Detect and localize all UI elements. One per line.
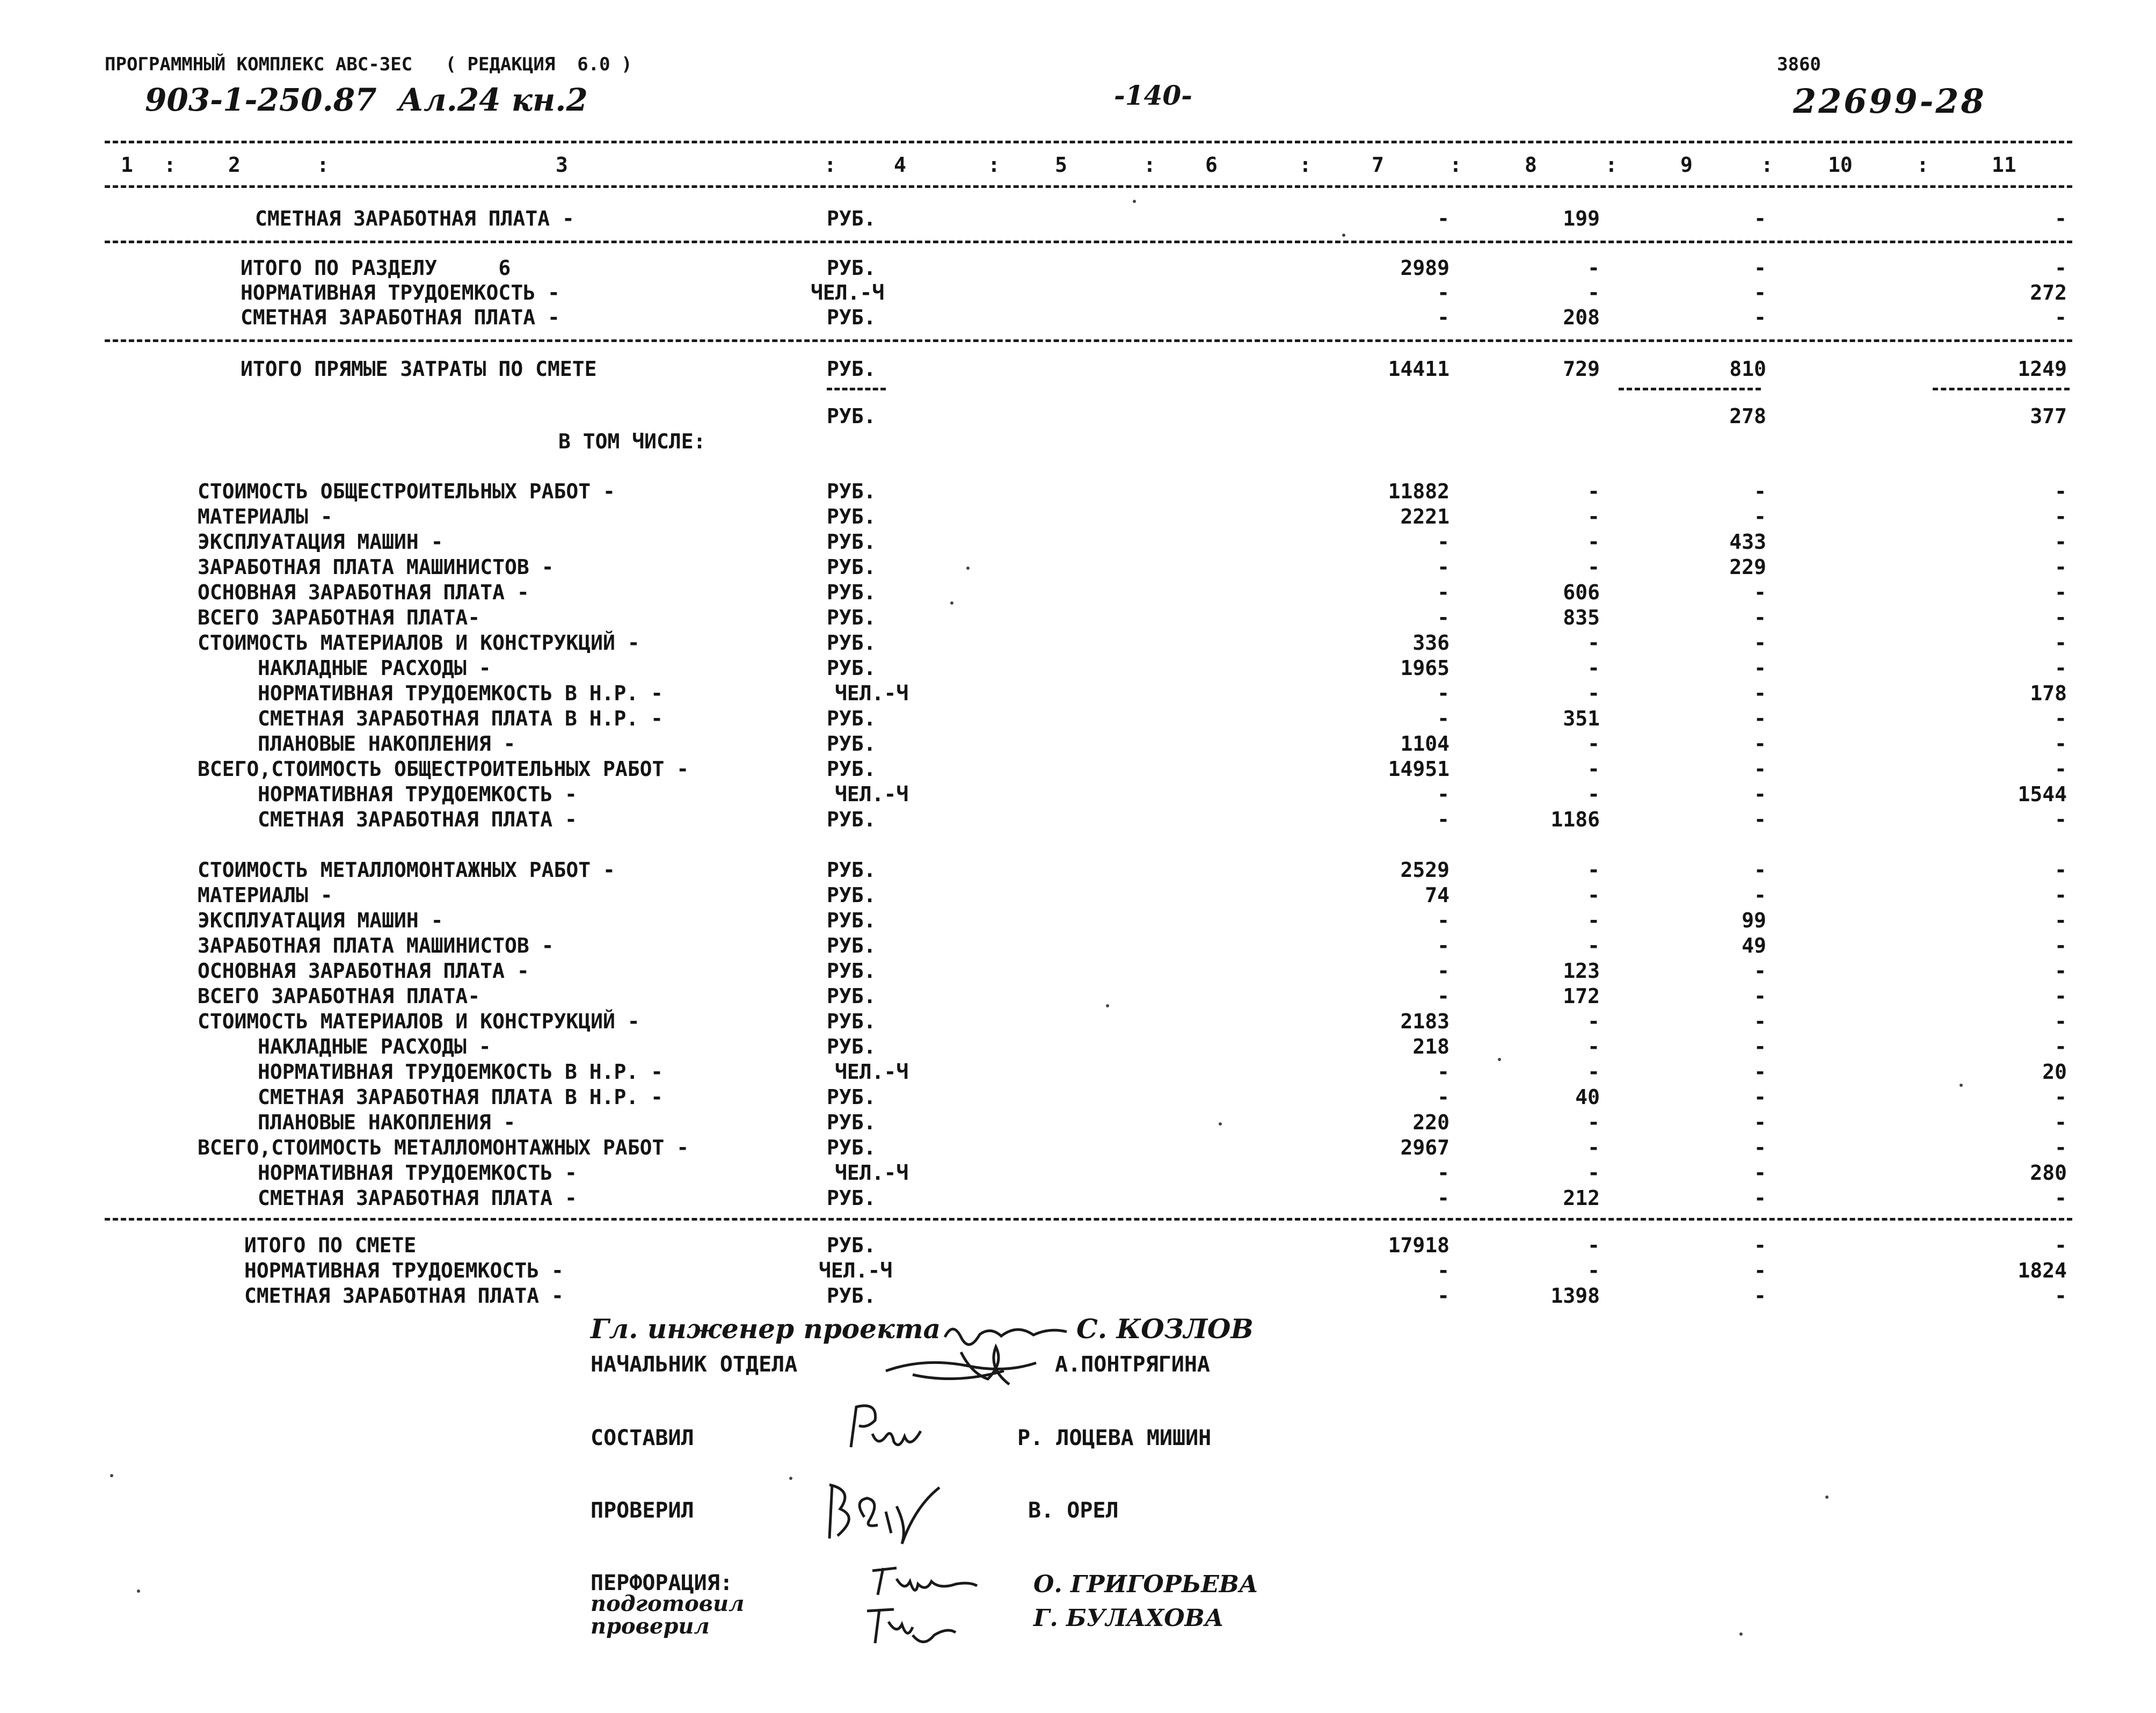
scan-speck: [137, 1589, 140, 1593]
table-row: ВСЕГО ЗАРАБОТНАЯ ПЛАТА- РУБ. - 172 - -: [198, 984, 2067, 1008]
perforation-prepared-name: О. ГРИГОРЬЕВА: [1033, 1571, 1258, 1598]
checked-signature: [816, 1474, 956, 1549]
column-number: 4: [894, 153, 906, 177]
scan-speck: [1498, 1058, 1501, 1061]
section-rule: [105, 339, 2072, 342]
table-row: ЗАРАБОТНАЯ ПЛАТА МАШИНИСТОВ - РУБ. - - 229 -: [198, 555, 2067, 579]
table-row: ПЛАНОВЫЕ НАКОПЛЕНИЯ - РУБ. 1104 - - -: [258, 732, 2067, 756]
table-row: НОРМАТИВНАЯ ТРУДОЕМКОСТЬ - ЧЕЛ.-Ч - - - 280: [258, 1161, 2067, 1185]
column-separators: :: [164, 153, 176, 177]
table-row: ОСНОВНАЯ ЗАРАБОТНАЯ ПЛАТА - РУБ. - 606 - -: [198, 580, 2067, 604]
perforation-prepared-signature: [864, 1560, 982, 1603]
table-row: СТОИМОСТЬ МЕТАЛЛОМОНТАЖНЫХ РАБОТ - РУБ. 2529 - - -: [198, 858, 2067, 882]
subtotal-rule: [1933, 388, 2070, 390]
column-separators: :: [1761, 153, 1773, 177]
chief-engineer-name: С. КОЗЛОВ: [1076, 1313, 1254, 1345]
table-row: НОРМАТИВНАЯ ТРУДОЕМКОСТЬ В Н.Р. - ЧЕЛ.-Ч - - - 178: [258, 681, 2067, 705]
table-row: ОСНОВНАЯ ЗАРАБОТНАЯ ПЛАТА - РУБ. - 123 - -: [198, 959, 2067, 983]
scan-speck: [1219, 1122, 1222, 1126]
table-row: СМЕТНАЯ ЗАРАБОТНАЯ ПЛАТА - РУБ. - 208 - -: [241, 306, 2067, 329]
subtotal-rule: [827, 388, 886, 390]
table-row: В ТОМ ЧИСЛЕ:: [558, 430, 706, 453]
dept-head-label: НАЧАЛЬНИК ОТДЕЛА: [591, 1352, 798, 1377]
table-row: НОРМАТИВНАЯ ТРУДОЕМКОСТЬ - ЧЕЛ.-Ч - - - 1824: [244, 1259, 2067, 1282]
header-top-rule: [105, 141, 2072, 143]
table-row: СМЕТНАЯ ЗАРАБОТНАЯ ПЛАТА В Н.Р. - РУБ. - 351 - -: [258, 707, 2067, 730]
section-rule: [105, 1218, 2072, 1221]
table-row: НОРМАТИВНАЯ ТРУДОЕМКОСТЬ - ЧЕЛ.-Ч - - - 272: [241, 281, 2067, 304]
table-row: СТОИМОСТЬ ОБЩЕСТРОИТЕЛЬНЫХ РАБОТ - РУБ. 11882 - - -: [198, 480, 2067, 503]
column-separators: :: [1450, 153, 1462, 177]
column-number: 10: [1828, 153, 1853, 177]
perforation-verified-name: Г. БУЛАХОВА: [1033, 1605, 1224, 1632]
scan-speck: [110, 1474, 113, 1477]
table-row: СМЕТНАЯ ЗАРАБОТНАЯ ПЛАТА - РУБ. - 1398 - -: [244, 1284, 2067, 1308]
top-right-number: 3860: [1777, 54, 1821, 75]
table-row: НОРМАТИВНАЯ ТРУДОЕМКОСТЬ В Н.Р. - ЧЕЛ.-Ч - - - 20: [258, 1060, 2067, 1084]
dept-head-signature: [880, 1341, 1047, 1390]
prepared-label: подготовил: [591, 1591, 745, 1616]
column-separators: :: [824, 153, 836, 177]
scan-speck: [1825, 1496, 1829, 1499]
column-number: 11: [1992, 153, 2016, 177]
checked-label: ПРОВЕРИЛ: [591, 1498, 694, 1523]
scan-speck: [1133, 200, 1136, 203]
table-row: ЭКСПЛУАТАЦИЯ МАШИН - РУБ. - - 433 -: [198, 530, 2067, 554]
table-row: ВСЕГО,СТОИМОСТЬ МЕТАЛЛОМОНТАЖНЫХ РАБОТ - РУБ. 2967 - - -: [198, 1136, 2067, 1159]
archive-number: 22699-28: [1793, 82, 1986, 121]
table-row: ИТОГО ПО РАЗДЕЛУ 6 РУБ. 2989 - - -: [241, 256, 2067, 280]
table-row: НАКЛАДНЫЕ РАСХОДЫ - РУБ. 218 - - -: [258, 1035, 2067, 1058]
table-row: МАТЕРИАЛЫ - РУБ. 74 - - -: [198, 883, 2067, 907]
chief-engineer-label: Гл. инженер проекта: [591, 1313, 941, 1345]
scan-speck: [789, 1477, 792, 1480]
table-row: ЭКСПЛУАТАЦИЯ МАШИН - РУБ. - - 99 -: [198, 909, 2067, 932]
column-number: 8: [1525, 153, 1537, 177]
compiled-signature: [840, 1399, 931, 1458]
scan-speck: [1342, 234, 1345, 237]
perforation-verified-signature: [859, 1603, 961, 1651]
verified-label: проверил: [591, 1614, 710, 1639]
table-row: РУБ. 278 377: [827, 404, 2067, 428]
perforation-label: ПЕРФОРАЦИЯ:: [591, 1571, 733, 1595]
column-number: 9: [1680, 153, 1693, 177]
table-row: ПЛАНОВЫЕ НАКОПЛЕНИЯ - РУБ. 220 - - -: [258, 1110, 2067, 1134]
column-separators: :: [317, 153, 329, 177]
dept-head-name: А.ПОНТРЯГИНА: [1055, 1352, 1210, 1377]
table-row: СМЕТНАЯ ЗАРАБОТНАЯ ПЛАТА - РУБ. - 199 - -: [255, 207, 2067, 230]
table-row: НОРМАТИВНАЯ ТРУДОЕМКОСТЬ - ЧЕЛ.-Ч - - - 1544: [258, 782, 2067, 806]
table-row: СМЕТНАЯ ЗАРАБОТНАЯ ПЛАТА - РУБ. - 212 - -: [258, 1186, 2067, 1210]
compiled-name: Р. ЛОЦЕВА МИШИН: [1017, 1426, 1212, 1450]
scan-speck: [1106, 1004, 1109, 1007]
scan-speck: [1739, 1632, 1743, 1636]
table-row: НАКЛАДНЫЕ РАСХОДЫ - РУБ. 1965 - - -: [258, 656, 2067, 680]
page-number: -140-: [1114, 79, 1192, 111]
column-number: 2: [228, 153, 241, 177]
scan-speck: [966, 567, 970, 570]
column-number: 6: [1205, 153, 1218, 177]
column-number: 7: [1372, 153, 1384, 177]
column-separators: :: [1917, 153, 1929, 177]
scan-speck: [950, 601, 953, 605]
column-separators: :: [1143, 153, 1156, 177]
subtotal-rule: [1619, 388, 1761, 390]
table-row: СТОИМОСТЬ МАТЕРИАЛОВ И КОНСТРУКЦИЙ - РУБ. 2183 - - -: [198, 1010, 2067, 1033]
table-row: ИТОГО ПРЯМЫЕ ЗАТРАТЫ ПО СМЕТЕ РУБ. 14411 729 810 1249: [241, 357, 2067, 381]
column-separators: :: [988, 153, 1000, 177]
scan-speck: [1960, 1084, 1963, 1087]
section-rule: [105, 241, 2072, 243]
table-row: СТОИМОСТЬ МАТЕРИАЛОВ И КОНСТРУКЦИЙ - РУБ. 336 - - -: [198, 631, 2067, 655]
table-row: ВСЕГО,СТОИМОСТЬ ОБЩЕСТРОИТЕЛЬНЫХ РАБОТ - РУБ. 14951 - - -: [198, 757, 2067, 781]
column-number: 1: [121, 153, 133, 177]
column-separators: :: [1299, 153, 1312, 177]
program-header: ПРОГРАММНЫЙ КОМПЛЕКС АВС-ЗЕС ( РЕДАКЦИЯ 6.0 ): [105, 54, 632, 75]
column-number: 5: [1055, 153, 1067, 177]
table-row: МАТЕРИАЛЫ - РУБ. 2221 - - -: [198, 505, 2067, 528]
column-number: 3: [556, 153, 568, 177]
checked-name: В. ОРЕЛ: [1028, 1498, 1119, 1523]
table-row: ЗАРАБОТНАЯ ПЛАТА МАШИНИСТОВ - РУБ. - - 49 -: [198, 934, 2067, 957]
header-bottom-rule: [105, 185, 2072, 188]
project-code: 903-1-250.87 Ал.24 кн.2: [145, 82, 588, 118]
table-row: СМЕТНАЯ ЗАРАБОТНАЯ ПЛАТА В Н.Р. - РУБ. - 40 - -: [258, 1085, 2067, 1109]
table-row: ВСЕГО ЗАРАБОТНАЯ ПЛАТА- РУБ. - 835 - -: [198, 606, 2067, 629]
compiled-label: СОСТАВИЛ: [591, 1426, 694, 1450]
table-row: ИТОГО ПО СМЕТЕ РУБ. 17918 - - -: [244, 1233, 2067, 1257]
column-separators: :: [1605, 153, 1618, 177]
table-row: СМЕТНАЯ ЗАРАБОТНАЯ ПЛАТА - РУБ. - 1186 - -: [258, 808, 2067, 831]
